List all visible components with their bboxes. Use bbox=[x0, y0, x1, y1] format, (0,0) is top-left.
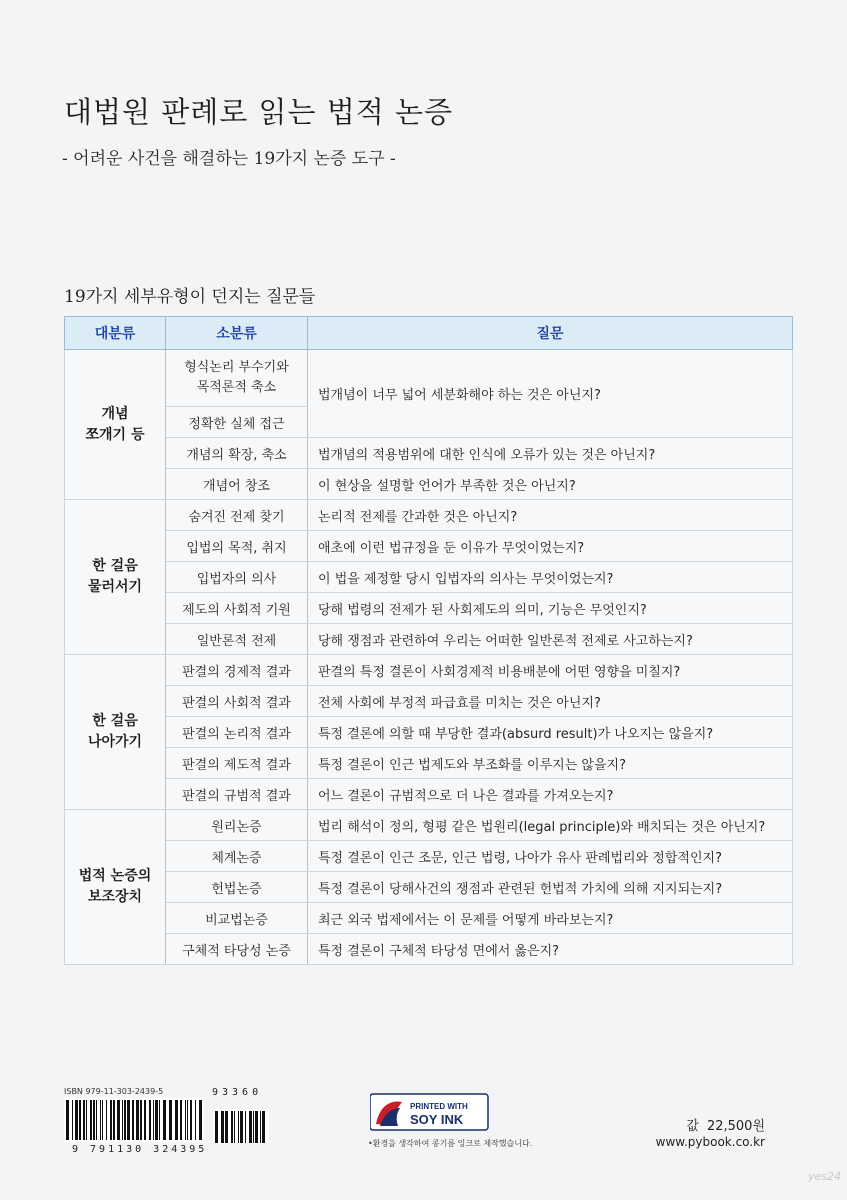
barcode-bar bbox=[231, 1111, 233, 1143]
soy-line-2: SOY INK bbox=[410, 1112, 464, 1127]
question-cell: 당해 법령의 전제가 된 사회제도의 의미, 기능은 무엇인지? bbox=[308, 593, 793, 624]
table-header-row bbox=[65, 317, 793, 350]
subcategory-cell: 숨겨진 전제 찾기 bbox=[166, 500, 308, 531]
barcode-bar bbox=[124, 1100, 126, 1140]
barcode-bar bbox=[110, 1100, 112, 1140]
barcode-bar bbox=[75, 1100, 78, 1140]
question-cell: 특정 결론이 당해사건의 쟁점과 관련된 헌법적 가치에 의해 지지되는지? bbox=[308, 872, 793, 903]
table-row bbox=[65, 655, 793, 686]
table-row bbox=[65, 903, 793, 934]
table-row bbox=[65, 438, 793, 469]
category-line: 물러서기 bbox=[87, 579, 143, 595]
barcode-bar bbox=[255, 1111, 258, 1143]
barcode-bar bbox=[180, 1100, 182, 1140]
barcode-bar bbox=[260, 1111, 261, 1143]
barcode-bar bbox=[238, 1111, 239, 1143]
barcode-bar bbox=[240, 1111, 243, 1143]
category-line: 한 걸음 bbox=[92, 558, 138, 574]
subcategory-cell: 제도의 사회적 기원 bbox=[166, 593, 308, 624]
question-cell: 법개념의 적용범위에 대한 인식에 오류가 있는 것은 아닌지? bbox=[308, 438, 793, 469]
soy-line-1: PRINTED WITH bbox=[410, 1102, 468, 1111]
barcode-bar bbox=[122, 1100, 123, 1140]
major-category-cell bbox=[65, 500, 166, 655]
barcode-bar bbox=[190, 1100, 192, 1140]
barcode-bar bbox=[159, 1100, 160, 1140]
category-line: 나아가기 bbox=[87, 734, 143, 750]
major-category-cell bbox=[65, 350, 166, 500]
subcategory-cell: 판결의 경제적 결과 bbox=[166, 655, 308, 686]
isbn-label: ISBN 979-11-303-2439-5 bbox=[64, 1087, 164, 1096]
subcategory-cell: 판결의 규범적 결과 bbox=[166, 779, 308, 810]
book-title: 대법원 판례로 읽는 법적 논증 bbox=[64, 95, 454, 129]
barcode-bar bbox=[127, 1100, 130, 1140]
barcode-bar bbox=[144, 1100, 146, 1140]
category-line: 법적 논증의 bbox=[78, 868, 152, 884]
barcode-bar bbox=[215, 1111, 218, 1143]
table-row bbox=[65, 748, 793, 779]
question-cell: 이 법을 제정할 당시 입법자의 의사는 무엇이었는지? bbox=[308, 562, 793, 593]
subcategory-cell: 개념의 확장, 축소 bbox=[166, 438, 308, 469]
table-row bbox=[65, 500, 793, 531]
barcode-bar bbox=[106, 1100, 107, 1140]
table-row bbox=[65, 593, 793, 624]
barcode-bar bbox=[140, 1100, 142, 1140]
barcode-bar bbox=[221, 1111, 224, 1143]
category-line: 한 걸음 bbox=[92, 713, 138, 729]
subcategory-cell: 판결의 제도적 결과 bbox=[166, 748, 308, 779]
question-cell: 판결의 특정 결론이 사회경제적 비용배분에 어떤 영향을 미칠지? bbox=[308, 655, 793, 686]
barcode-bar bbox=[225, 1111, 228, 1143]
table-row bbox=[65, 810, 793, 841]
question-cell: 어느 결론이 규범적으로 더 나은 결과를 가져오는지? bbox=[308, 779, 793, 810]
isbn-barcode bbox=[64, 1098, 204, 1142]
section-title: 19가지 세부유형이 던지는 질문들 bbox=[64, 287, 316, 307]
subcategory-cell: 정확한 실체 접근 bbox=[166, 407, 308, 438]
subcategory-line: 목적론적 축소 bbox=[196, 380, 277, 395]
table-row bbox=[65, 469, 793, 500]
barcode-bar bbox=[100, 1100, 101, 1140]
table-row bbox=[65, 562, 793, 593]
price-value: 22,500원 bbox=[706, 1119, 765, 1134]
barcode-bar bbox=[245, 1111, 246, 1143]
question-cell: 논리적 전제를 간과한 것은 아닌지? bbox=[308, 500, 793, 531]
barcode-bar bbox=[83, 1100, 85, 1140]
addon-code: 93360 bbox=[212, 1087, 263, 1098]
question-cell: 이 현상을 설명할 언어가 부족한 것은 아닌지? bbox=[308, 469, 793, 500]
subcategory-cell: 입법의 목적, 취지 bbox=[166, 531, 308, 562]
barcode-bar bbox=[262, 1111, 265, 1143]
subcategory-cell: 개념어 창조 bbox=[166, 469, 308, 500]
barcode-bar bbox=[136, 1100, 139, 1140]
publisher-website: www.pybook.co.kr bbox=[655, 1135, 765, 1149]
barcode-bar bbox=[149, 1100, 151, 1140]
question-cell: 전체 사회에 부정적 파급효를 미치는 것은 아닌지? bbox=[308, 686, 793, 717]
barcode-bar bbox=[175, 1100, 178, 1140]
category-line: 쪼개기 등 bbox=[85, 426, 145, 443]
major-category-cell bbox=[65, 810, 166, 965]
subcategory-cell: 판결의 논리적 결과 bbox=[166, 717, 308, 748]
question-cell: 최근 외국 법제에서는 이 문제를 어떻게 바라보는지? bbox=[308, 903, 793, 934]
question-cell: 애초에 이런 법규정을 둔 이유가 무엇이었는지? bbox=[308, 531, 793, 562]
subcategory-cell: 비교법논증 bbox=[166, 903, 308, 934]
header-subcategory: 소분류 bbox=[166, 317, 308, 350]
barcode-bar bbox=[249, 1111, 252, 1143]
soy-ink-note: •환경을 생각하여 콩기름 잉크로 제작했습니다. bbox=[368, 1139, 533, 1148]
category-line: 보조장치 bbox=[87, 889, 143, 905]
barcode-bar bbox=[72, 1100, 73, 1140]
table-row bbox=[65, 531, 793, 562]
barcode-bar bbox=[90, 1100, 92, 1140]
price bbox=[686, 1115, 765, 1134]
subcategory-cell: 입법자의 의사 bbox=[166, 562, 308, 593]
table-row bbox=[65, 934, 793, 965]
barcode-bar bbox=[93, 1100, 95, 1140]
header-question: 질문 bbox=[308, 317, 793, 350]
question-cell: 특정 결론에 의할 때 부당한 결과(absurd result)가 나오지는 않을지? bbox=[308, 717, 793, 748]
barcode-bar bbox=[199, 1100, 202, 1140]
barcode-bar bbox=[102, 1100, 103, 1140]
barcode-bar bbox=[155, 1100, 158, 1140]
barcode-bar bbox=[66, 1100, 69, 1140]
question-cell: 법리 해석이 정의, 형평 같은 법원리(legal principle)와 배치되는 것은 아닌지? bbox=[308, 810, 793, 841]
question-cell: 특정 결론이 인근 조문, 인근 법령, 나아가 유사 판례법리와 정합적인지? bbox=[308, 841, 793, 872]
subcategory-cell bbox=[166, 350, 308, 407]
subcategory-cell: 헌법논증 bbox=[166, 872, 308, 903]
subcategory-line: 형식논리 부수기와 bbox=[184, 359, 289, 375]
table-row bbox=[65, 872, 793, 903]
header-major-category: 대분류 bbox=[65, 317, 166, 350]
barcode-bar bbox=[195, 1100, 196, 1140]
question-cell: 특정 결론이 구체적 타당성 면에서 옳은지? bbox=[308, 934, 793, 965]
table-row bbox=[65, 350, 793, 407]
major-category-cell bbox=[65, 655, 166, 810]
barcode-bar bbox=[79, 1100, 81, 1140]
table-row bbox=[65, 624, 793, 655]
barcode-bar bbox=[113, 1100, 115, 1140]
subcategory-cell: 구체적 타당성 논증 bbox=[166, 934, 308, 965]
barcode-bar bbox=[117, 1100, 120, 1140]
subcategory-cell: 원리논증 bbox=[166, 810, 308, 841]
table-row bbox=[65, 841, 793, 872]
table-row bbox=[65, 686, 793, 717]
barcode-bar bbox=[132, 1100, 134, 1140]
subcategory-cell: 일반론적 전제 bbox=[166, 624, 308, 655]
barcode-bar bbox=[96, 1100, 97, 1140]
barcode-bar bbox=[187, 1100, 188, 1140]
barcode-bar bbox=[185, 1100, 186, 1140]
barcode-bar bbox=[169, 1100, 172, 1140]
subcategory-cell: 체계논증 bbox=[166, 841, 308, 872]
barcode-bar bbox=[253, 1111, 254, 1143]
question-cell: 당해 쟁점과 관련하여 우리는 어떠한 일반론적 전제로 사고하는지? bbox=[308, 624, 793, 655]
watermark: yes24 bbox=[807, 1170, 841, 1183]
barcode-bar bbox=[153, 1100, 154, 1140]
barcode-bar bbox=[234, 1111, 235, 1143]
question-cell: 법개념이 너무 넓어 세분화해야 하는 것은 아닌지? bbox=[308, 350, 793, 438]
barcode-bar bbox=[86, 1100, 87, 1140]
table-row bbox=[65, 717, 793, 748]
barcode-number: 9 791130 324395 bbox=[72, 1144, 208, 1155]
barcode-bar bbox=[163, 1100, 166, 1140]
soy-ink-logo bbox=[370, 1090, 490, 1136]
question-cell: 특정 결론이 인근 법제도와 부조화를 이루지는 않을지? bbox=[308, 748, 793, 779]
category-line: 개념 bbox=[101, 405, 129, 422]
addon-barcode bbox=[213, 1099, 269, 1143]
subcategory-cell: 판결의 사회적 결과 bbox=[166, 686, 308, 717]
book-subtitle: - 어려운 사건을 해결하는 19가지 논증 도구 - bbox=[62, 149, 396, 169]
argument-questions-table bbox=[64, 316, 793, 965]
price-label: 값 bbox=[686, 1119, 699, 1134]
table-row bbox=[65, 779, 793, 810]
